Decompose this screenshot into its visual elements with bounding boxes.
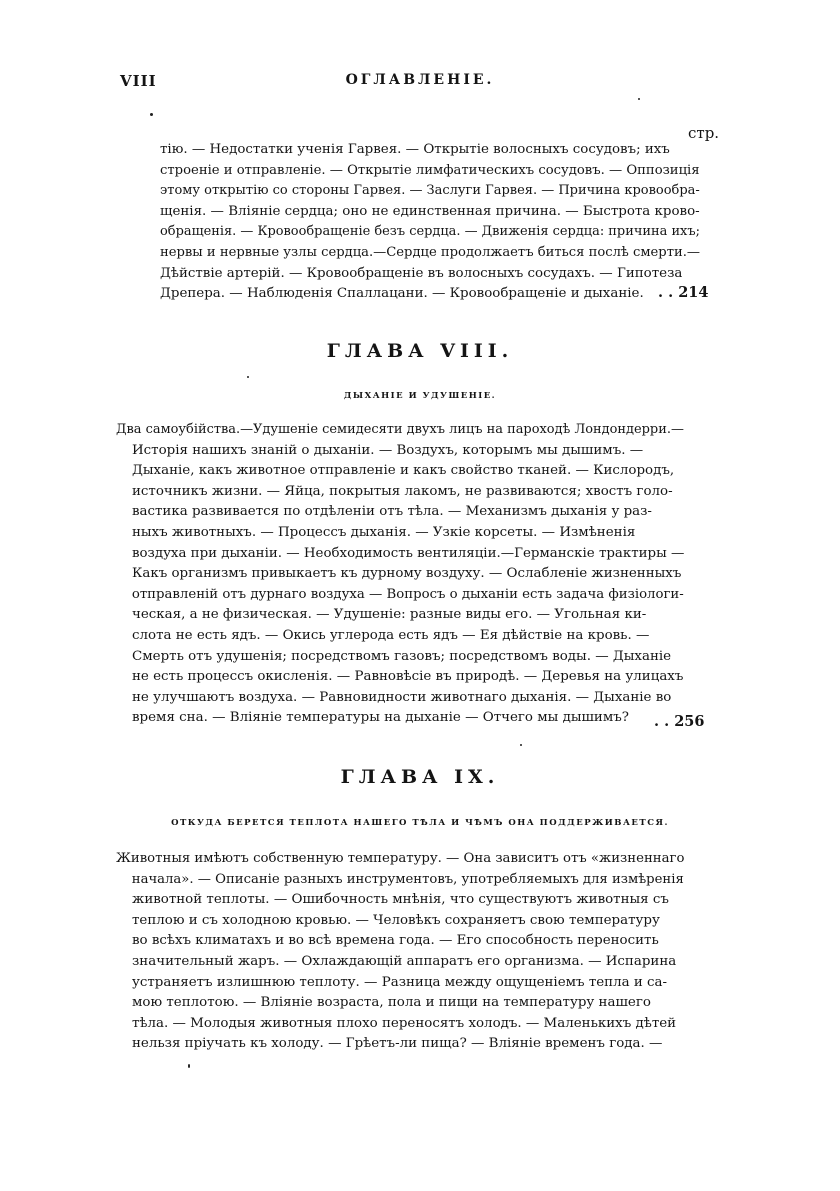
entry-line: вастика развивается по отдѣленіи отъ тѣла. — Механизмъ дыханія у раз- bbox=[132, 504, 652, 520]
entry-line: животной теплоты. — Ошибочность мнѣнія, что существуютъ животныя съ bbox=[132, 892, 669, 908]
chapter-8-subtitle: ДЫХАНІЕ И УДУШЕНІЕ. bbox=[343, 391, 497, 401]
entry-line: Какъ организмъ привыкаетъ къ дурному воздуху. — Ослабленіе жизненныхъ bbox=[132, 566, 682, 582]
entry-line: устраняетъ излишнюю теплоту. — Разница между ощущеніемъ тепла и са- bbox=[132, 974, 668, 990]
running-title: ОГЛАВЛЕНІЕ. bbox=[345, 72, 495, 88]
ink-speck bbox=[188, 1064, 190, 1068]
entry-line: Смерть отъ удушенія; посредствомъ газовъ; посредствомъ воды. — Дыханіе bbox=[132, 648, 672, 664]
toc-entry-chapter-7-continued bbox=[160, 140, 700, 305]
entry-line: тію. — Недостатки ученія Гарвея. — Открытіе волосныхъ сосудовъ; ихъ bbox=[160, 142, 670, 157]
entry-line: воздуха при дыханіи. — Необходимость вентиляціи.—Германскіе трактиры — bbox=[131, 545, 685, 561]
ink-speck bbox=[150, 113, 153, 116]
entry-line: мою теплотою. — Вліяніе возраста, пола и пищи на температуру нашего bbox=[132, 995, 651, 1011]
toc-entry-chapter-8 bbox=[116, 420, 684, 729]
entry-line: Дыханіе, какъ животное отправленіе и какъ свойство тканей. — Кислородъ, bbox=[132, 463, 675, 479]
entry-line: во всѣхъ климатахъ и во всѣ времена года. — Его способность переносить bbox=[132, 933, 659, 949]
page-column-label: стр. bbox=[688, 124, 720, 142]
chapter-9-title: ГЛАВА IX. bbox=[340, 766, 500, 788]
entry-line: Два самоубійства.—Удушеніе семидесяти двухъ лицъ на пароходѣ Лондондерри.— bbox=[116, 422, 684, 437]
ink-speck bbox=[520, 744, 522, 746]
entry-line: слота не есть ядъ. — Окись углерода есть ядъ — Ея дѣйствіе на кровь. — bbox=[132, 627, 650, 643]
entry-line: щенія. — Вліяніе сердца; оно не единственная причина. — Быстрота крово- bbox=[160, 203, 700, 219]
page-folio: VIII bbox=[120, 72, 157, 90]
entry-line: ныхъ животныхъ. — Процессъ дыханія. — Узкіе корсеты. — Измѣненія bbox=[132, 524, 636, 540]
entry-line: отправленій отъ дурнаго воздуха — Вопросъ о дыханіи есть задача физіологи- bbox=[131, 586, 684, 602]
entry-line: Исторія нашихъ знаній о дыханіи. — Воздухъ, которымъ мы дышимъ. — bbox=[132, 442, 644, 458]
entry-line: теплою и съ холодною кровью. — Человѣкъ сохраняетъ свою температуру bbox=[132, 912, 660, 928]
entry-line: обращенія. — Кровообращеніе безъ сердца. — Движенія сердца: причина ихъ; bbox=[160, 224, 700, 240]
entry-line: источникъ жизни. — Яйца, покрытыя лакомъ, не развиваются; хвостъ голо- bbox=[132, 483, 673, 499]
entry-line: ческая, а не физическая. — Удушеніе: разные виды его. — Угольная ки- bbox=[132, 607, 647, 623]
entry-line: значительный жаръ. — Охлаждающій аппаратъ его организма. — Испарина bbox=[132, 953, 677, 969]
page-reference: . . 256 bbox=[654, 713, 705, 730]
entry-line: не улучшаютъ воздуха. — Равновидности животнаго дыханія. — Дыханіе во bbox=[132, 689, 672, 705]
entry-line: время сна. — Вліяніе температуры на дыханіе — Отчего мы дышимъ? bbox=[132, 710, 629, 726]
entry-line: начала». — Описаніе разныхъ инструментовъ, употребляемыхъ для измѣренія bbox=[131, 871, 684, 887]
chapter-9-subtitle: ОТКУДА БЕРЕТСЯ ТЕПЛОТА НАШЕГО ТѢЛА И ЧѢМЪ ОНА ПОДДЕРЖИВАЕТСЯ. bbox=[171, 818, 669, 828]
page-reference: . . 214 bbox=[658, 284, 709, 301]
running-head bbox=[120, 72, 720, 94]
entry-line: нельзя пріучать къ холоду. — Грѣетъ-ли пища? — Вліяніе временъ года. — bbox=[132, 1036, 663, 1052]
ink-speck bbox=[247, 376, 249, 378]
entry-line: не есть процессъ окисленія. — Равновѣсіе въ природѣ. — Деревья на улицахъ bbox=[132, 669, 684, 685]
entry-line: Дѣйствіе артерій. — Кровообращеніе въ волосныхъ сосудахъ. — Гипотеза bbox=[160, 265, 683, 281]
entry-line: строеніе и отправленіе. — Открытіе лимфатическихъ сосудовъ. — Оппозиція bbox=[160, 162, 700, 178]
entry-line: этому открытію со стороны Гарвея. — Заслуги Гарвея. — Причина кровообра- bbox=[160, 183, 700, 199]
ink-speck bbox=[638, 98, 640, 100]
chapter-8-title: ГЛАВА VIII. bbox=[326, 340, 514, 362]
toc-entry-chapter-9 bbox=[116, 849, 684, 1055]
entry-line: тѣла. — Молодыя животныя плохо переносятъ холодъ. — Маленькихъ дѣтей bbox=[132, 1015, 677, 1031]
entry-line: Животныя имѣютъ собственную температуру. — Она зависитъ отъ «жизненнаго bbox=[116, 851, 685, 866]
entry-line: нервы и нервные узлы сердца.—Сердце продолжаетъ биться послѣ смерти.— bbox=[160, 244, 701, 260]
entry-line: Дрепера. — Наблюденія Спаллацани. — Кровообращеніе и дыханіе. bbox=[160, 286, 644, 302]
